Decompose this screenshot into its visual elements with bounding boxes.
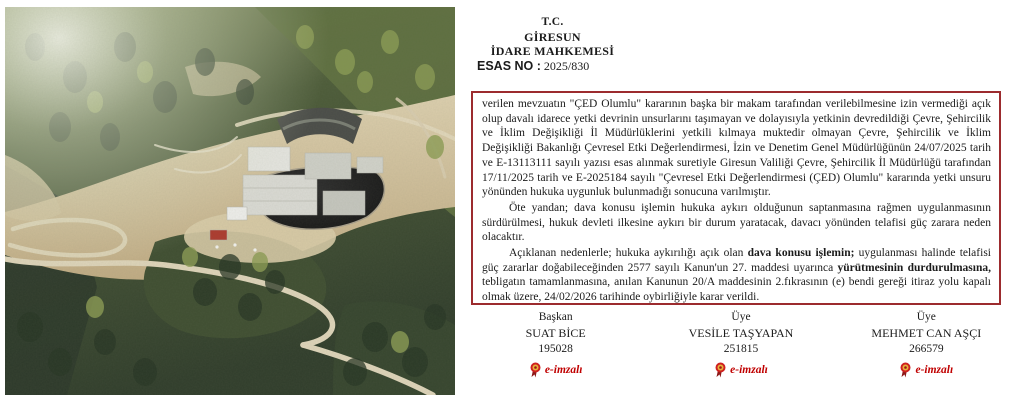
e-signature-stamp [834, 362, 1019, 378]
decision-paragraph-3 [482, 246, 991, 305]
signer-id: 195028 [538, 343, 573, 355]
signature-member-1 [648, 310, 833, 378]
e-seal-icon [899, 362, 912, 378]
signature-member-2 [834, 310, 1019, 378]
e-imzali-label: e-imzalı [544, 364, 583, 376]
decision-box [471, 91, 1001, 305]
republic-label: T.C. [541, 16, 564, 28]
paragraph-text: Açıklanan nedenlerle; hukuka aykırılığı açık olan [509, 247, 748, 260]
aerial-photo [5, 7, 455, 395]
e-signature-stamp [648, 362, 833, 378]
signer-title: Üye [731, 311, 751, 323]
court-document [455, 0, 1028, 400]
signer-id: 251815 [723, 343, 759, 355]
court-header [465, 15, 640, 59]
paragraph-text: Öte yandan; dava konusu işlemin hukuka aykırı olduğunun saptanmasına rağmen uygulanmasının sürdürülmesi, hukuk devleti ilkesine aykırı bir durum yaratacak, davacı yönünden telafisi güç zarara neden olacaktır. [482, 201, 991, 244]
decision-paragraph-2 [482, 201, 991, 245]
signer-name: MEHMET CAN AŞÇI [871, 326, 982, 340]
paragraph-bold-text: yürütmesinin durdurulmasına, [837, 261, 991, 274]
case-number-value: 2025/830 [543, 59, 590, 73]
e-signature-stamp [463, 362, 648, 378]
paragraph-text: verilen mevzuatın "ÇED Olumlu" kararının başka bir makam tarafından verilebilmesine izin vermediği açık olup davalı idarece yetki devrinin unsurlarını taşımayan ve dolayısıyla yetkinin devredildiği Çevre, Şehircilik ve İklim Değişikliği İl Müdürlüklerini yetkili kılmaya muktedir olmayan Çevre, Şehircilik ve İklim Değişikliği Bakanlığı Çevresel Etki Değerlendirmesi, İzin ve Denetim Genel Müdürlüğünün 24/07/2025 tarih ve E-13113111 sayılı yazısı esas alınmak suretiyle Giresun Valiliği Çevre, Şehircilik İl Müdürlüğü tarafından 17/11/2025 tarih ve E-2025184 sayılı "Çevresel Etki Değerlendirmesi (ÇED) Olumlu" kararında yetki unsuru yönünden hukuka uygunluk bulunmadığı sonucuna varılmıştır. [482, 98, 991, 199]
e-imzali-label: e-imzalı [730, 364, 768, 376]
decision-paragraph-1 [482, 97, 991, 200]
court-name: İDARE MAHKEMESİ [490, 44, 615, 58]
aerial-photo-graphic [5, 7, 455, 395]
signer-name: SUAT BİCE [525, 326, 586, 340]
paragraph-text: uygulanması halinde telafisi güç zararlar doğabileceğinden 2577 sayılı Kanun'un 27. maddesi uyarınca [482, 247, 991, 274]
court-city: GİRESUN [524, 29, 581, 44]
signer-title: Üye [916, 311, 936, 323]
case-number-label: ESAS NO : [477, 59, 541, 73]
signature-president [463, 310, 648, 378]
paragraph-bold-text: dava konusu işlemin; [747, 247, 855, 260]
signature-block [463, 310, 1019, 378]
e-seal-icon [714, 362, 727, 378]
signer-title: Başkan [538, 311, 573, 323]
signer-name: VESİLE TAŞYAPAN [688, 326, 794, 340]
case-number-line [477, 59, 589, 74]
signer-id: 266579 [909, 343, 944, 355]
e-imzali-label: e-imzalı [915, 364, 954, 376]
e-seal-icon [529, 362, 542, 378]
paragraph-text: tebligatın tamamlanmasına, anılan Kanunun 20/A maddesinin 2.fıkrasının (e) bendi gereği itiraz yolu kapalı olmak üzere, 24/02/2026 tarihinde oybirliğiyle karar verildi. [482, 276, 991, 304]
